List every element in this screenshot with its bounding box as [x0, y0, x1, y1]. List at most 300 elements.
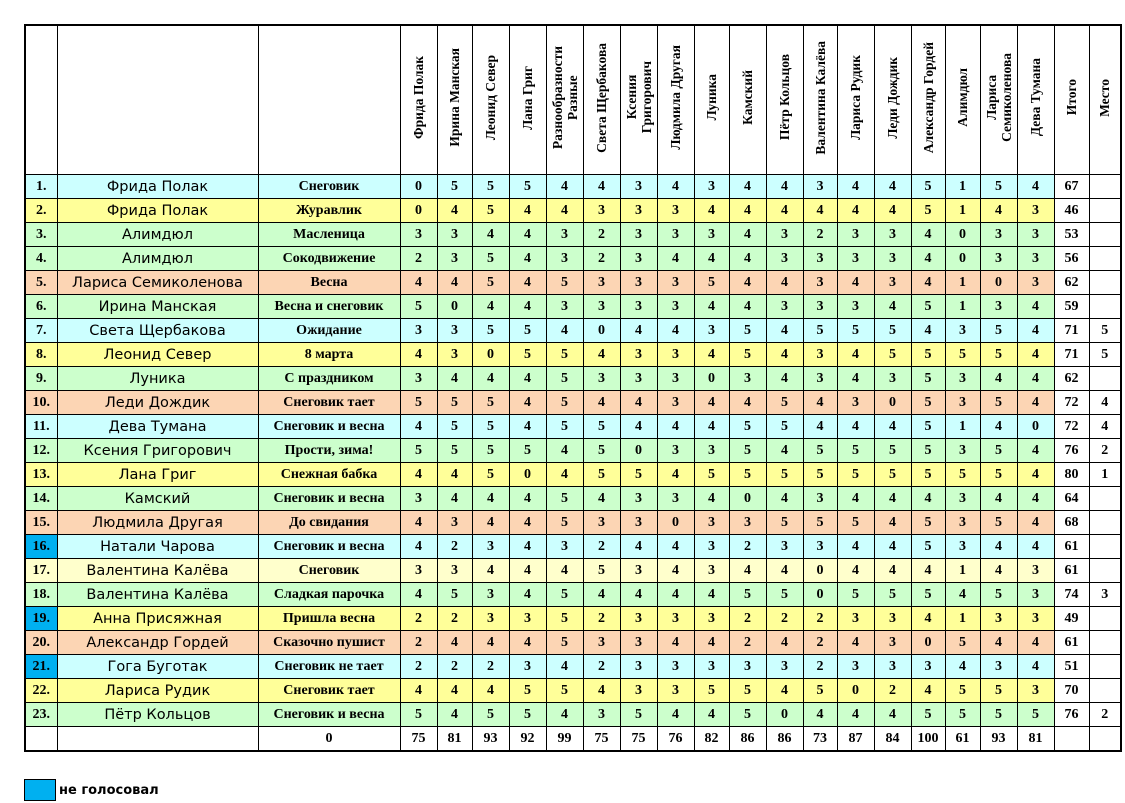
- row-number: 14.: [25, 487, 57, 511]
- place-header-label: Место: [1097, 78, 1113, 117]
- score-cell: 3: [400, 367, 437, 391]
- score-cell: 5: [620, 703, 657, 727]
- total-cell: 53: [1054, 223, 1089, 247]
- place-cell: [1089, 175, 1121, 199]
- score-cell: 3: [694, 223, 729, 247]
- score-cell: 4: [945, 655, 980, 679]
- score-cell: 4: [980, 487, 1017, 511]
- score-cell: 4: [837, 271, 874, 295]
- judge-total-cell: 76: [657, 727, 694, 752]
- score-cell: 3: [546, 247, 583, 271]
- score-cell: 4: [620, 415, 657, 439]
- score-cell: 4: [437, 703, 472, 727]
- score-cell: 5: [911, 415, 945, 439]
- row-number: 21.: [25, 655, 57, 679]
- score-cell: 4: [694, 199, 729, 223]
- score-cell: 2: [400, 247, 437, 271]
- score-cell: 5: [945, 463, 980, 487]
- total-cell: 61: [1054, 559, 1089, 583]
- score-cell: 5: [583, 439, 620, 463]
- score-cell: 3: [766, 295, 803, 319]
- score-cell: 4: [766, 199, 803, 223]
- score-cell: 3: [1017, 199, 1054, 223]
- score-cell: 3: [657, 343, 694, 367]
- score-cell: 3: [945, 439, 980, 463]
- judge-name: Луника: [704, 74, 719, 121]
- total-cell: 49: [1054, 607, 1089, 631]
- author-name: Дева Тумана: [57, 415, 258, 439]
- score-cell: 4: [766, 367, 803, 391]
- score-cell: 4: [583, 391, 620, 415]
- score-cell: 4: [980, 367, 1017, 391]
- score-cell: 4: [694, 343, 729, 367]
- judge-total-cell: 87: [837, 727, 874, 752]
- place-cell: [1089, 559, 1121, 583]
- score-cell: 0: [945, 223, 980, 247]
- score-cell: 3: [945, 319, 980, 343]
- score-cell: 4: [1017, 175, 1054, 199]
- score-cell: 3: [694, 655, 729, 679]
- judge-header: [546, 25, 583, 175]
- score-cell: 4: [546, 655, 583, 679]
- score-cell: 5: [837, 319, 874, 343]
- table-row: [25, 583, 1121, 607]
- work-title: Снеговик тает: [258, 391, 400, 415]
- score-cell: 4: [1017, 391, 1054, 415]
- row-number: 4.: [25, 247, 57, 271]
- author-name: Алимдюл: [57, 223, 258, 247]
- num-header: [25, 25, 57, 175]
- score-cell: 3: [980, 295, 1017, 319]
- score-cell: 5: [874, 319, 911, 343]
- score-cell: 3: [803, 343, 837, 367]
- work-title: Снежная бабка: [258, 463, 400, 487]
- judge-name: Ирина Манская: [447, 48, 462, 147]
- score-cell: 0: [694, 367, 729, 391]
- score-cell: 5: [546, 607, 583, 631]
- score-cell: 0: [874, 391, 911, 415]
- score-cell: 3: [945, 487, 980, 511]
- score-cell: 3: [620, 343, 657, 367]
- score-cell: 3: [766, 655, 803, 679]
- score-cell: 4: [729, 391, 766, 415]
- total-cell: 56: [1054, 247, 1089, 271]
- score-cell: 3: [1017, 583, 1054, 607]
- score-cell: 3: [694, 607, 729, 631]
- table-row: [25, 391, 1121, 415]
- score-cell: 3: [980, 247, 1017, 271]
- score-cell: 4: [583, 175, 620, 199]
- score-cell: 3: [472, 583, 509, 607]
- score-cell: 5: [911, 391, 945, 415]
- place-cell: [1089, 655, 1121, 679]
- score-cell: 3: [657, 679, 694, 703]
- score-cell: 3: [583, 271, 620, 295]
- score-cell: 4: [1017, 343, 1054, 367]
- judge-name: Лана Григ: [520, 65, 535, 130]
- author-name: Людмила Другая: [57, 511, 258, 535]
- place-cell: [1089, 487, 1121, 511]
- score-cell: 5: [694, 679, 729, 703]
- author-name: Фрида Полак: [57, 175, 258, 199]
- place-header: [1089, 25, 1121, 175]
- score-cell: 3: [980, 607, 1017, 631]
- score-cell: 2: [583, 247, 620, 271]
- score-cell: 4: [437, 463, 472, 487]
- total-header: [1054, 25, 1089, 175]
- score-cell: 5: [837, 463, 874, 487]
- score-cell: 5: [546, 631, 583, 655]
- score-cell: 4: [729, 295, 766, 319]
- table-row: [25, 223, 1121, 247]
- score-cell: 5: [980, 583, 1017, 607]
- judge-total-cell: 92: [509, 727, 546, 752]
- score-cell: 5: [694, 463, 729, 487]
- score-cell: 4: [583, 487, 620, 511]
- author-name: Ксения Григорович: [57, 439, 258, 463]
- score-cell: 5: [729, 319, 766, 343]
- score-cell: 2: [583, 655, 620, 679]
- score-cell: 4: [437, 367, 472, 391]
- author-name: Валентина Калёва: [57, 583, 258, 607]
- score-cell: 3: [657, 439, 694, 463]
- score-cell: 3: [400, 559, 437, 583]
- score-cell: 3: [1017, 679, 1054, 703]
- table-row: [25, 199, 1121, 223]
- score-cell: 3: [657, 199, 694, 223]
- author-name: Алимдюл: [57, 247, 258, 271]
- score-cell: 4: [694, 295, 729, 319]
- place-cell: [1089, 535, 1121, 559]
- judge-name: Людмила Другая: [668, 45, 683, 150]
- score-cell: 3: [620, 559, 657, 583]
- results-table: [24, 24, 1122, 752]
- judge-header: [694, 25, 729, 175]
- table-row: [25, 463, 1121, 487]
- score-cell: 5: [472, 319, 509, 343]
- header-row: [25, 25, 1121, 175]
- row-number: 8.: [25, 343, 57, 367]
- score-cell: 5: [911, 535, 945, 559]
- score-cell: 3: [583, 295, 620, 319]
- judge-name: Пётр Кольцов: [777, 54, 792, 141]
- score-cell: 3: [620, 271, 657, 295]
- score-cell: 4: [980, 199, 1017, 223]
- total-cell: 70: [1054, 679, 1089, 703]
- score-cell: 3: [729, 511, 766, 535]
- score-cell: 3: [803, 367, 837, 391]
- total-cell: 80: [1054, 463, 1089, 487]
- place-cell: [1089, 223, 1121, 247]
- score-cell: 4: [509, 271, 546, 295]
- score-cell: 3: [546, 535, 583, 559]
- score-cell: 4: [657, 463, 694, 487]
- judge-header: [837, 25, 874, 175]
- place-cell: [1089, 631, 1121, 655]
- table-row: [25, 319, 1121, 343]
- author-name: Леонид Север: [57, 343, 258, 367]
- work-title: Пришла весна: [258, 607, 400, 631]
- work-title: Снеговик тает: [258, 679, 400, 703]
- score-cell: 5: [583, 559, 620, 583]
- score-cell: 5: [980, 679, 1017, 703]
- table-row: [25, 439, 1121, 463]
- score-cell: 3: [437, 247, 472, 271]
- score-cell: 4: [620, 391, 657, 415]
- score-cell: 5: [472, 463, 509, 487]
- score-cell: 3: [437, 319, 472, 343]
- score-cell: 3: [980, 655, 1017, 679]
- score-cell: 0: [945, 247, 980, 271]
- score-cell: 4: [766, 175, 803, 199]
- table-row: [25, 703, 1121, 727]
- author-name: Ирина Манская: [57, 295, 258, 319]
- judge-total-cell: 82: [694, 727, 729, 752]
- score-cell: 3: [400, 487, 437, 511]
- score-cell: 4: [509, 559, 546, 583]
- judge-total-cell: 61: [945, 727, 980, 752]
- score-cell: 5: [1017, 703, 1054, 727]
- score-cell: 3: [945, 511, 980, 535]
- score-cell: 2: [583, 607, 620, 631]
- score-cell: 4: [546, 175, 583, 199]
- score-cell: 4: [729, 175, 766, 199]
- score-cell: 4: [694, 415, 729, 439]
- work-title: Прости, зима!: [258, 439, 400, 463]
- score-cell: 0: [657, 511, 694, 535]
- score-cell: 3: [546, 223, 583, 247]
- score-cell: 5: [766, 583, 803, 607]
- place-cell: [1089, 247, 1121, 271]
- score-cell: 0: [400, 175, 437, 199]
- judge-name: Разнообразности Разные: [549, 45, 580, 150]
- work-title: Снеговик: [258, 559, 400, 583]
- author-name: Лана Григ: [57, 463, 258, 487]
- score-cell: 2: [583, 223, 620, 247]
- score-cell: 4: [729, 247, 766, 271]
- row-number: 9.: [25, 367, 57, 391]
- score-cell: 3: [620, 679, 657, 703]
- score-cell: 2: [472, 655, 509, 679]
- score-cell: 5: [729, 415, 766, 439]
- score-cell: 4: [837, 415, 874, 439]
- judge-header: [803, 25, 837, 175]
- score-cell: 5: [980, 175, 1017, 199]
- judge-header: [437, 25, 472, 175]
- score-cell: 5: [546, 367, 583, 391]
- score-cell: 4: [729, 199, 766, 223]
- score-cell: 4: [874, 703, 911, 727]
- score-cell: 3: [1017, 247, 1054, 271]
- work-title: Снеговик и весна: [258, 487, 400, 511]
- score-cell: 5: [546, 391, 583, 415]
- score-cell: 5: [472, 199, 509, 223]
- total-cell: 71: [1054, 319, 1089, 343]
- place-cell: [1089, 679, 1121, 703]
- place-cell: [1089, 271, 1121, 295]
- score-cell: 3: [803, 247, 837, 271]
- work-title: Весна и снеговик: [258, 295, 400, 319]
- row-number: 1.: [25, 175, 57, 199]
- legend-label: не голосовал: [59, 782, 159, 798]
- score-cell: 4: [509, 631, 546, 655]
- score-cell: 3: [620, 223, 657, 247]
- work-title: С праздником: [258, 367, 400, 391]
- score-cell: 4: [980, 535, 1017, 559]
- judge-name: Дева Тумана: [1028, 58, 1043, 137]
- score-cell: 5: [911, 199, 945, 223]
- score-cell: 4: [980, 559, 1017, 583]
- judge-name: Александр Гордей: [920, 41, 936, 154]
- score-cell: 4: [837, 367, 874, 391]
- score-cell: 3: [694, 319, 729, 343]
- score-cell: 4: [803, 703, 837, 727]
- score-cell: 4: [874, 199, 911, 223]
- judge-header: [729, 25, 766, 175]
- score-cell: 5: [472, 175, 509, 199]
- place-cell: 2: [1089, 439, 1121, 463]
- score-cell: 4: [509, 511, 546, 535]
- score-cell: 3: [945, 535, 980, 559]
- row-number: 23.: [25, 703, 57, 727]
- score-cell: 3: [803, 535, 837, 559]
- score-cell: 4: [766, 631, 803, 655]
- score-cell: 3: [874, 367, 911, 391]
- judge-header: [657, 25, 694, 175]
- score-cell: 0: [400, 199, 437, 223]
- score-cell: 4: [911, 679, 945, 703]
- score-cell: 5: [803, 463, 837, 487]
- score-cell: 3: [837, 295, 874, 319]
- score-cell: 1: [945, 415, 980, 439]
- score-cell: 4: [657, 703, 694, 727]
- score-cell: 4: [546, 703, 583, 727]
- score-cell: 4: [509, 487, 546, 511]
- author-header: [57, 25, 258, 175]
- score-cell: 4: [437, 487, 472, 511]
- totals-work-cell: 0: [258, 727, 400, 752]
- place-cell: [1089, 511, 1121, 535]
- score-cell: 1: [945, 271, 980, 295]
- score-cell: 2: [437, 655, 472, 679]
- score-cell: 4: [437, 199, 472, 223]
- score-cell: 4: [620, 535, 657, 559]
- score-cell: 5: [874, 463, 911, 487]
- score-cell: 4: [1017, 295, 1054, 319]
- table-row: [25, 415, 1121, 439]
- place-cell: 5: [1089, 343, 1121, 367]
- score-cell: 1: [945, 199, 980, 223]
- score-cell: 4: [729, 223, 766, 247]
- score-cell: 0: [437, 295, 472, 319]
- score-cell: 3: [620, 607, 657, 631]
- score-cell: 4: [400, 415, 437, 439]
- score-cell: 5: [437, 175, 472, 199]
- score-cell: 5: [546, 511, 583, 535]
- score-cell: 0: [509, 463, 546, 487]
- score-cell: 5: [911, 703, 945, 727]
- score-cell: 4: [837, 559, 874, 583]
- score-cell: 0: [766, 703, 803, 727]
- judge-header: [945, 25, 980, 175]
- table-row: [25, 535, 1121, 559]
- score-cell: 4: [657, 583, 694, 607]
- row-number: 19.: [25, 607, 57, 631]
- score-cell: 5: [437, 415, 472, 439]
- table-row: [25, 487, 1121, 511]
- score-cell: 3: [657, 223, 694, 247]
- score-cell: 5: [980, 391, 1017, 415]
- score-cell: 5: [803, 439, 837, 463]
- score-cell: 3: [837, 247, 874, 271]
- score-cell: 3: [657, 295, 694, 319]
- score-cell: 4: [911, 271, 945, 295]
- totals-num-cell: [25, 727, 57, 752]
- score-cell: 2: [729, 631, 766, 655]
- score-cell: 4: [766, 487, 803, 511]
- score-cell: 3: [472, 535, 509, 559]
- score-cell: 5: [546, 415, 583, 439]
- place-cell: 5: [1089, 319, 1121, 343]
- total-cell: 61: [1054, 631, 1089, 655]
- score-cell: 4: [911, 487, 945, 511]
- score-cell: 3: [620, 247, 657, 271]
- total-cell: 46: [1054, 199, 1089, 223]
- score-cell: 5: [472, 439, 509, 463]
- score-cell: 5: [472, 703, 509, 727]
- row-number: 2.: [25, 199, 57, 223]
- score-cell: 4: [694, 631, 729, 655]
- score-cell: 4: [509, 367, 546, 391]
- score-cell: 4: [472, 511, 509, 535]
- legend: [24, 779, 159, 801]
- score-cell: 3: [980, 223, 1017, 247]
- score-cell: 4: [911, 319, 945, 343]
- score-cell: 4: [400, 535, 437, 559]
- total-cell: 68: [1054, 511, 1089, 535]
- score-cell: 5: [980, 703, 1017, 727]
- score-cell: 4: [472, 223, 509, 247]
- score-cell: 3: [694, 535, 729, 559]
- score-cell: 3: [620, 631, 657, 655]
- judge-header: [472, 25, 509, 175]
- judge-name: Лариса Семиколенова: [983, 53, 1014, 142]
- score-cell: 5: [546, 271, 583, 295]
- score-cell: 4: [657, 247, 694, 271]
- score-cell: 4: [1017, 655, 1054, 679]
- score-cell: 4: [509, 583, 546, 607]
- table-row: [25, 343, 1121, 367]
- judge-total-cell: 100: [911, 727, 945, 752]
- score-cell: 4: [400, 343, 437, 367]
- score-cell: 5: [803, 319, 837, 343]
- score-cell: 5: [803, 511, 837, 535]
- judge-header: [911, 25, 945, 175]
- author-name: Александр Гордей: [57, 631, 258, 655]
- score-cell: 4: [980, 631, 1017, 655]
- score-cell: 3: [437, 223, 472, 247]
- row-number: 3.: [25, 223, 57, 247]
- score-cell: 4: [837, 175, 874, 199]
- score-cell: 3: [874, 631, 911, 655]
- score-cell: 2: [729, 607, 766, 631]
- total-cell: 72: [1054, 415, 1089, 439]
- score-cell: 2: [803, 223, 837, 247]
- score-cell: 3: [657, 391, 694, 415]
- score-cell: 0: [472, 343, 509, 367]
- score-cell: 0: [583, 319, 620, 343]
- judge-total-cell: 84: [874, 727, 911, 752]
